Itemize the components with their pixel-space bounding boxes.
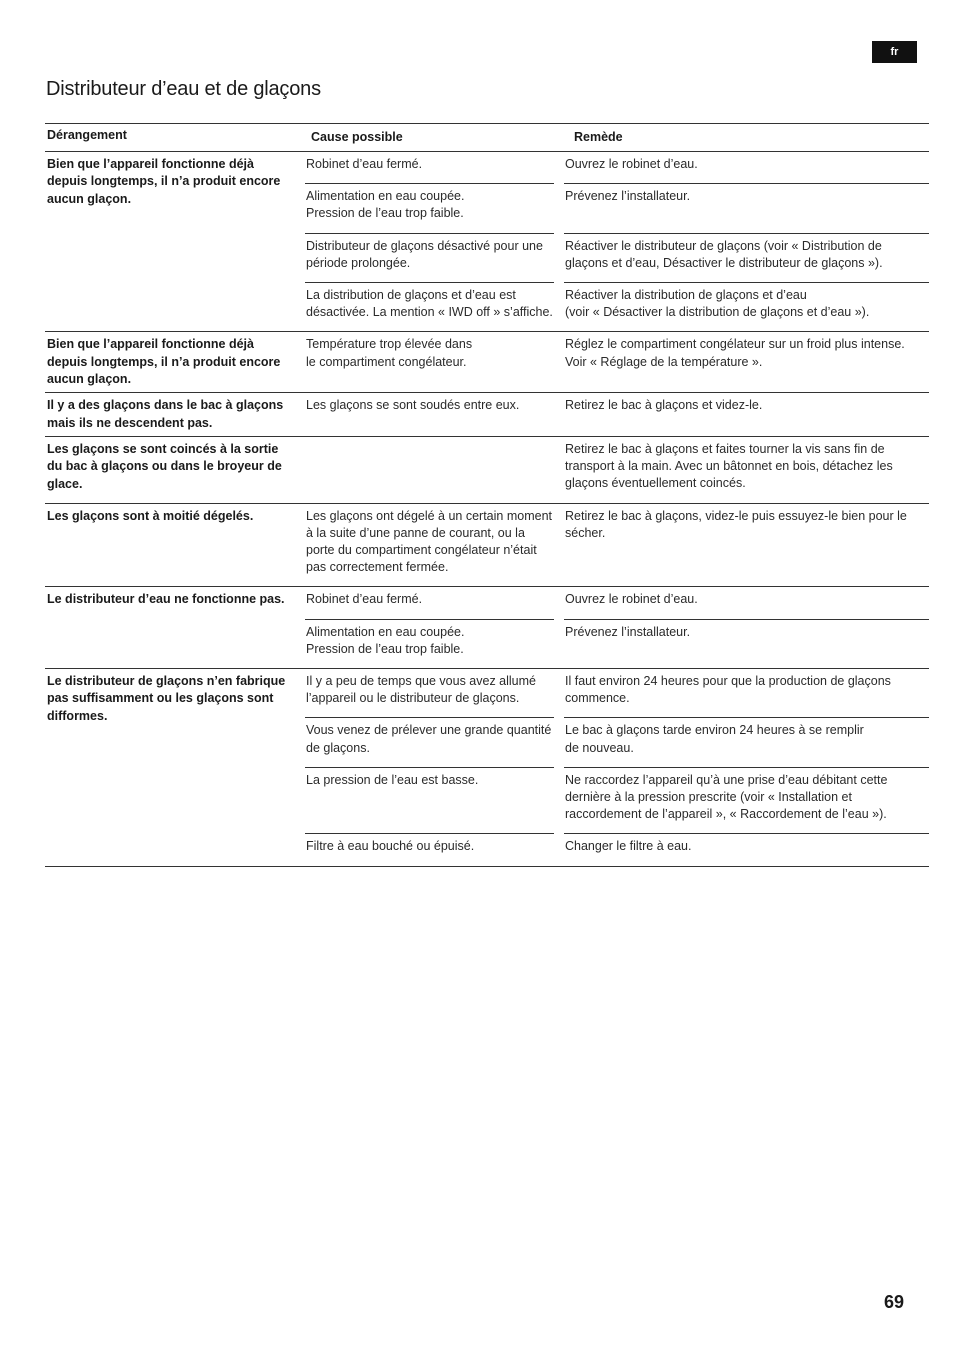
fault-group xyxy=(45,586,929,668)
fault-cell: Il y a des glaçons dans le bac à glaçons mais ils ne descendent pas. xyxy=(47,398,284,430)
table-row xyxy=(295,587,929,618)
cause-remedy-list xyxy=(295,393,929,436)
remedy-cell: Prévenez l’installateur. xyxy=(564,619,929,668)
table-row xyxy=(295,619,929,668)
remedy-cell: Retirez le bac à glaçons et videz-le. xyxy=(565,398,763,413)
cause-cell: Filtre à eau bouché ou épuisé. xyxy=(305,833,554,865)
remedy-cell: Retirez le bac à glaçons, videz-le puis essuyez-le bien pour le sécher. xyxy=(565,508,907,540)
fault-cell: Bien que l’appareil fonctionne déjà depuis longtemps, il n’a produit encore aucun glaçon. xyxy=(47,157,281,206)
table-row xyxy=(295,183,929,232)
fault-group xyxy=(45,503,929,587)
fault-cell: Le distributeur d’eau ne fonctionne pas. xyxy=(47,592,285,607)
table-row xyxy=(295,233,929,282)
fault-cell: Les glaçons sont à moitié dégelés. xyxy=(47,508,254,523)
cause-cell: Température trop élevée dans le compartiment congélateur. xyxy=(306,337,473,369)
table-row xyxy=(295,767,929,834)
cause-remedy-list xyxy=(295,437,929,503)
cause-remedy-list xyxy=(295,332,929,392)
remedy-cell: Retirez le bac à glaçons et faites tourner la vis sans fin de transport à la main. Avec un bâtonnet en bois, détachez les glaçons éventuellement coincés. xyxy=(565,441,893,491)
fault-cell: Les glaçons se sont coincés à la sortie du bac à glaçons ou dans le broyeur de glace. xyxy=(47,441,282,491)
header-remedy: Remède xyxy=(574,130,623,144)
remedy-cell: Ouvrez le robinet d’eau. xyxy=(565,157,698,171)
cause-cell: Les glaçons se sont soudés entre eux. xyxy=(306,398,520,413)
table-row xyxy=(295,833,929,865)
header-fault: Dérangement xyxy=(47,128,127,142)
fault-group xyxy=(45,331,929,392)
cause-cell: Robinet d’eau fermé. xyxy=(306,592,423,607)
table-row xyxy=(295,504,929,587)
table-header xyxy=(45,123,929,151)
fault-group xyxy=(45,392,929,436)
fault-group xyxy=(45,668,929,866)
language-badge: fr xyxy=(872,41,917,63)
cause-cell: Alimentation en eau coupée. Pression de l’eau trop faible. xyxy=(305,619,554,668)
table-row xyxy=(295,717,929,766)
table-row xyxy=(295,393,929,424)
cause-remedy-list xyxy=(295,504,929,587)
remedy-cell: Changer le filtre à eau. xyxy=(564,833,929,865)
cause-cell: Les glaçons ont dégelé à un certain moment à la suite d’une panne de courant, ou la porte du compartiment congélateur n’était pas correctement fermée. xyxy=(306,508,552,575)
remedy-cell: Prévenez l’installateur. xyxy=(564,183,929,232)
cause-remedy-list xyxy=(295,669,929,866)
table-bottom-rule xyxy=(45,866,929,867)
fault-cell: Bien que l’appareil fonctionne déjà depuis longtemps, il n’a produit encore aucun glaçon. xyxy=(47,337,281,387)
table-row xyxy=(295,282,929,331)
cause-remedy-list xyxy=(295,587,929,668)
remedy-cell: Réglez le compartiment congélateur sur un froid plus intense. Voir « Réglage de la température ». xyxy=(565,337,905,369)
table-row xyxy=(295,669,929,717)
cause-remedy-list xyxy=(295,152,929,331)
table-body xyxy=(45,151,929,866)
cause-cell: La distribution de glaçons et d’eau est désactivée. La mention « IWD off » s’affiche. xyxy=(305,282,554,331)
page-title: Distributeur d’eau et de glaçons xyxy=(46,78,321,100)
header-cause: Cause possible xyxy=(311,130,403,144)
troubleshooting-table xyxy=(45,123,929,867)
remedy-cell: Il faut environ 24 heures pour que la production de glaçons commence. xyxy=(565,673,891,706)
table-row xyxy=(295,332,929,380)
cause-cell: Distributeur de glaçons désactivé pour une période prolongée. xyxy=(305,233,554,282)
fault-cell: Le distributeur de glaçons n’en fabrique pas suffisamment ou les glaçons sont difformes. xyxy=(47,673,286,723)
cause-cell: Alimentation en eau coupée. Pression de l’eau trop faible. xyxy=(305,183,554,232)
table-row xyxy=(295,437,929,503)
table-row xyxy=(295,152,929,183)
fault-group xyxy=(45,151,929,331)
remedy-cell: Le bac à glaçons tarde environ 24 heures à se remplir de nouveau. xyxy=(564,717,929,766)
remedy-cell: Réactiver la distribution de glaçons et d’eau (voir « Désactiver la distribution de glaçons et d’eau »). xyxy=(564,282,929,331)
cause-cell: La pression de l’eau est basse. xyxy=(305,767,554,834)
remedy-cell: Réactiver le distributeur de glaçons (voir « Distribution de glaçons et d’eau, Désactiver le distributeur de glaçons »). xyxy=(564,233,929,282)
cause-cell: Robinet d’eau fermé. xyxy=(306,157,423,171)
remedy-cell: Ne raccordez l’appareil qu’à une prise d’eau débitant cette dernière à la pression prescrite (voir « Installation et raccordement de l’appareil », « Raccordement de l’eau »). xyxy=(564,767,929,834)
cause-cell: Vous venez de prélever une grande quantité de glaçons. xyxy=(305,717,554,766)
cause-cell: Il y a peu de temps que vous avez allumé l’appareil ou le distributeur de glaçons. xyxy=(306,673,536,706)
cause-cell xyxy=(305,437,554,503)
page-number: 69 xyxy=(884,1292,905,1312)
fault-group xyxy=(45,436,929,503)
remedy-cell: Ouvrez le robinet d’eau. xyxy=(565,592,698,607)
